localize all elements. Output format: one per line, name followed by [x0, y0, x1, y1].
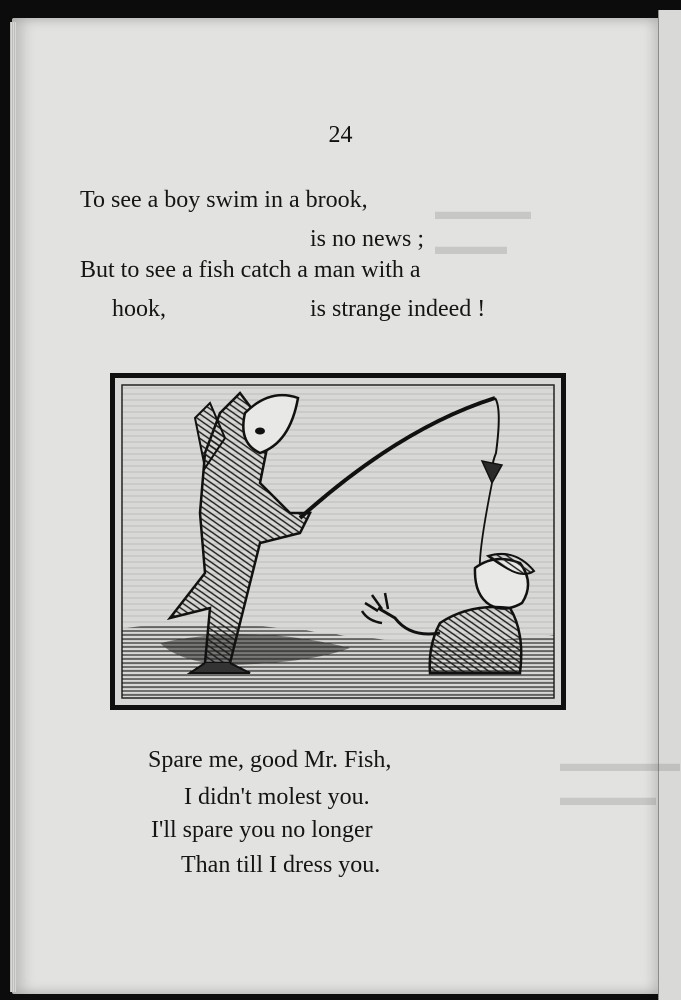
verse-line-2: is no news ;: [310, 226, 424, 252]
bleed-through-mark: ▬▬▬▬: [435, 199, 531, 225]
fish-angling-man-woodcut: [110, 373, 566, 710]
verse-line-3: But to see a fish catch a man with a: [80, 257, 421, 283]
caption-line-3: I'll spare you no longer: [151, 817, 373, 843]
verse-line-4-start: hook,: [112, 296, 166, 322]
bleed-through-mark: ▬▬▬▬: [560, 785, 656, 811]
bleed-through-mark: ▬▬▬▬▬: [560, 751, 680, 777]
page-stack-edge: [10, 22, 16, 992]
page-number: 24: [328, 122, 353, 148]
verse-line-1: To see a boy swim in a brook,: [80, 187, 368, 213]
facing-page-edge: [658, 10, 681, 1000]
bleed-through-mark: ▬▬▬: [435, 234, 507, 260]
verse-line-4-end: is strange indeed !: [310, 296, 486, 322]
caption-line-2: I didn't molest you.: [184, 784, 370, 810]
caption-line-1: Spare me, good Mr. Fish,: [148, 747, 392, 773]
caption-line-4: Than till I dress you.: [181, 852, 381, 878]
